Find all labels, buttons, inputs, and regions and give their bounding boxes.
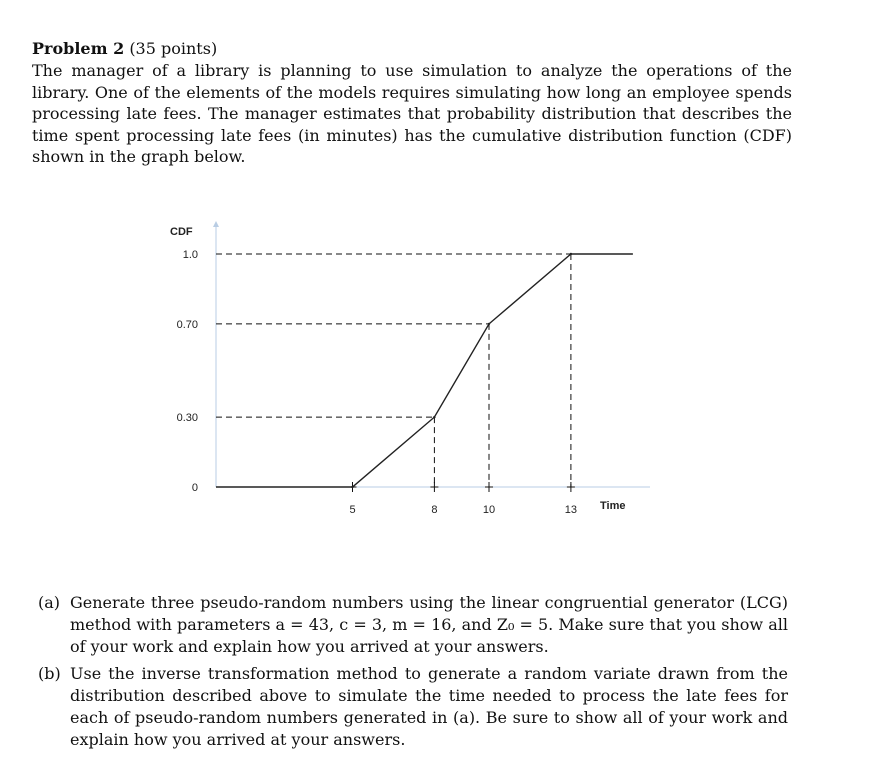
cdf-series-line [216,254,633,487]
x-tick-label: 5 [349,504,356,516]
cdf-point [351,486,353,488]
problem-points: (35 points) [129,39,218,58]
cdf-point [570,253,572,255]
question-a [38,592,788,657]
question-a-text: Generate three pseudo-random numbers using the linear congruential generator (LCG) method with parameters a = 43, c = 3, m = 16, and Z₀ = 5. Make sure that you show all of your work and explain how you arrived at your answers. [70,593,788,656]
x-tick-label: 13 [564,504,578,516]
y-axis-arrow [213,221,219,227]
cdf-point [433,416,435,418]
question-b-text: Use the inverse transformation method to generate a random variate drawn from the distribution described above to simulate the time needed to process the late fees for each of pseudo-random numbers generated in (a). Be sure to show all of your work and explain how you arrived at your answers. [70,664,788,749]
question-b-label: (b) [38,664,61,684]
problem-heading [32,38,217,60]
cdf-point [488,323,490,325]
y-axis-title: CDF [170,226,193,238]
cdf-chart [150,215,650,525]
question-b [38,663,788,750]
y-tick-label: 0.30 [176,412,198,425]
x-tick-label: 8 [431,504,438,516]
question-list [38,592,788,757]
question-a-label: (a) [38,593,61,612]
y-tick-label: 0 [191,482,198,494]
y-tick-label: 0.70 [176,318,198,331]
x-axis-title: Time [600,500,626,512]
y-tick-label: 1.0 [182,249,198,261]
problem-title: Problem 2 [32,39,125,58]
x-tick-label: 10 [482,504,496,516]
problem-intro: The manager of a library is planning to use simulation to analyze the operations of the library. One of the elements of the models requires simulating how long an employee spends processing late fees. The manager estimates that probability distribution that describes the time spent processing late fees (in minutes) has the cumulative distribution function (CDF) shown in the graph below. [32,61,792,166]
